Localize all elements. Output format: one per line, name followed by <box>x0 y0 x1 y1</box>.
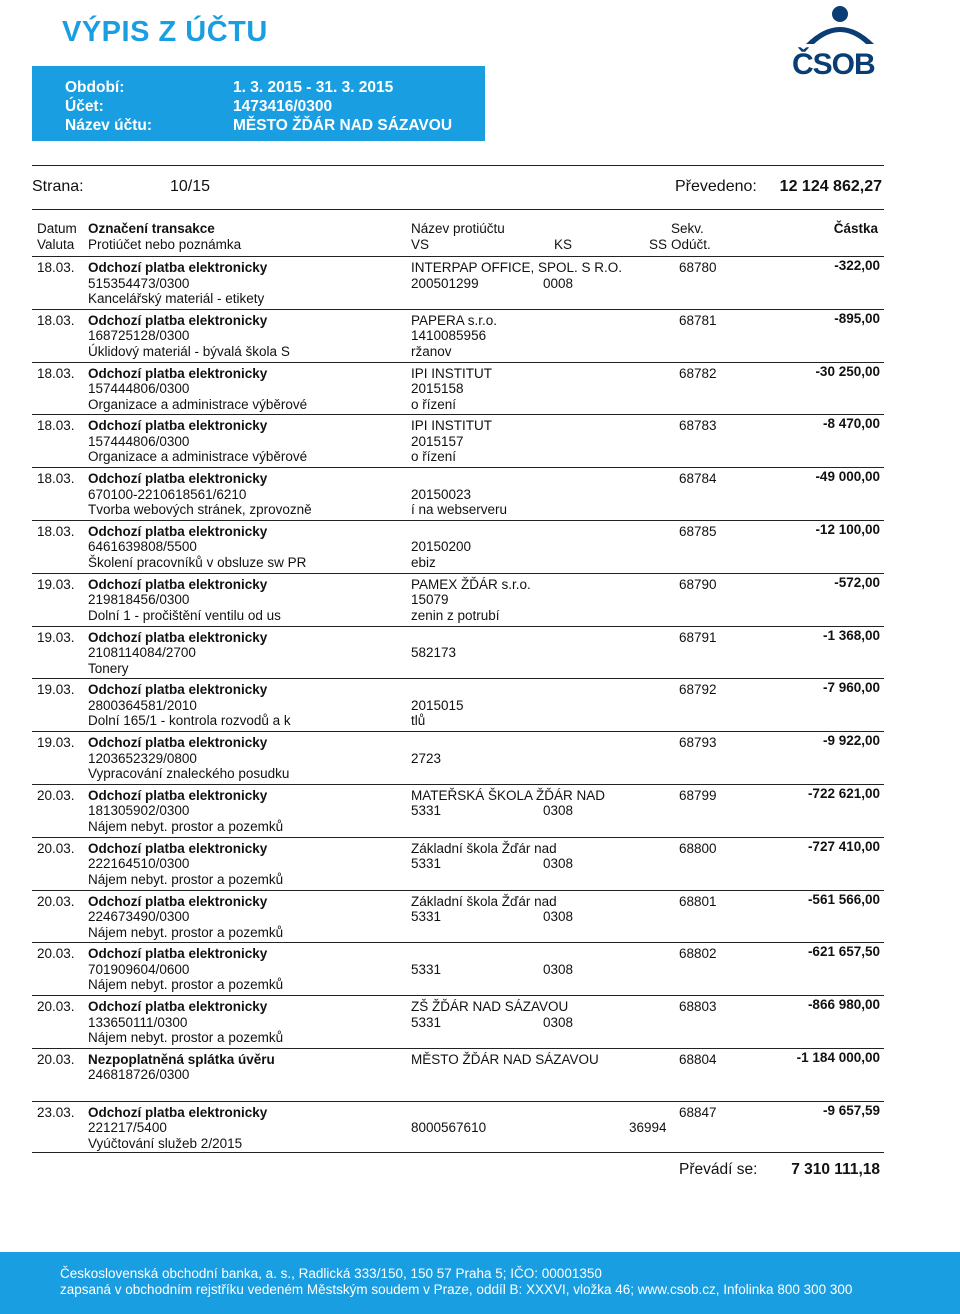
tx-note: Školení pracovníků v obsluze sw PR <box>88 554 307 570</box>
page-summary-bar <box>32 165 884 210</box>
tx-ks: 0308 <box>543 856 574 872</box>
table-row <box>32 731 884 784</box>
tx-type: Odchozí platba elektronicky <box>88 1104 268 1120</box>
tx-note: Nájem nebyt. prostor a pozemků <box>88 924 284 940</box>
tx-vs-continued: ržanov <box>411 343 452 359</box>
col-protiucet: Protiúčet nebo poznámka <box>88 237 242 252</box>
account-info-box <box>32 66 485 141</box>
tx-sequence: 68800 <box>679 840 717 856</box>
tx-counterparty-name: MATEŘSKÁ ŠKOLA ŽĎÁR NAD <box>411 787 606 803</box>
tx-amount: -7 960,00 <box>822 680 880 696</box>
tx-ss: 36994 <box>629 1120 667 1136</box>
table-row <box>32 362 884 415</box>
tx-account: 701909604/0600 <box>88 961 190 977</box>
col-nazev: Název protiúčtu <box>411 221 505 236</box>
tx-note: Dolní 1 - pročištění ventilu od us <box>88 607 281 623</box>
tx-vs-continued: zenin z potrubí <box>411 607 500 623</box>
tx-vs: 5331 <box>411 803 442 819</box>
col-vs: VS <box>411 237 430 252</box>
tx-vs: 2723 <box>411 750 442 766</box>
tx-amount: -30 250,00 <box>815 363 880 379</box>
tx-sequence: 68785 <box>679 523 717 539</box>
footer-line-2: zapsaná v obchodním rejstříku vedeném Městským soudem v Praze, oddíl B: XXXVI, vložka 46; www.csob.cz, Infolinka 800 300 300 <box>60 1282 853 1297</box>
table-row <box>32 942 884 995</box>
table-row <box>32 1048 884 1101</box>
tx-sequence: 68801 <box>679 893 717 909</box>
tx-sequence: 68792 <box>679 682 717 698</box>
tx-amount: -572,00 <box>834 574 880 590</box>
tx-sequence: 68783 <box>679 418 717 434</box>
carried-over-value: 12 124 862,27 <box>779 178 882 195</box>
tx-type: Odchozí platba elektronicky <box>88 260 268 275</box>
tx-note: Nájem nebyt. prostor a pozemků <box>88 818 284 834</box>
tx-amount: -1 368,00 <box>822 627 880 643</box>
tx-type: Odchozí platba elektronicky <box>88 787 268 803</box>
footer <box>0 1252 960 1314</box>
tx-account: 219818456/0300 <box>88 592 190 608</box>
tx-date: 18.03. <box>37 523 75 539</box>
tx-date: 20.03. <box>37 1051 75 1067</box>
tx-sequence: 68781 <box>679 312 717 328</box>
tx-type: Odchozí platba elektronicky <box>88 471 268 487</box>
carry-forward-value: 7 310 111,18 <box>791 1161 880 1178</box>
tx-sequence: 68791 <box>679 629 717 645</box>
info-row-account-name <box>65 117 485 136</box>
tx-vs: 5331 <box>411 961 442 977</box>
tx-vs-continued: í na webserveru <box>411 502 508 518</box>
tx-vs-continued: tlů <box>411 713 426 729</box>
tx-account: 168725128/0300 <box>88 328 190 344</box>
tx-amount: -727 410,00 <box>807 838 880 854</box>
tx-ks: 0308 <box>543 961 574 977</box>
tx-type: Odchozí platba elektronicky <box>88 365 268 381</box>
tx-note: Dolní 165/1 - kontrola rozvodů a k <box>88 713 291 729</box>
col-castka: Částka <box>833 221 878 236</box>
tx-counterparty-name: IPI INSTITUT <box>411 365 492 381</box>
tx-note: Nájem nebyt. prostor a pozemků <box>88 1030 284 1046</box>
tx-note: Kancelářský materiál - etikety <box>88 291 265 306</box>
footer-line-1: Československá obchodní banka, a. s., Radlická 333/150, 150 57 Praha 5; IČO: 00001350 <box>60 1266 602 1281</box>
table-row <box>32 256 884 309</box>
table-row <box>32 520 884 573</box>
col-datum: Datum <box>37 221 77 236</box>
table-row <box>32 414 884 467</box>
tx-account: 2800364581/2010 <box>88 697 197 713</box>
tx-date: 19.03. <box>37 735 75 751</box>
tx-vs: 5331 <box>411 909 442 925</box>
tx-account: 181305902/0300 <box>88 803 190 819</box>
tx-account: 222164510/0300 <box>88 856 190 872</box>
tx-counterparty-name: Základní škola Žďár nad <box>411 840 557 856</box>
tx-note: Úklidový materiál - bývalá škola S <box>88 343 290 359</box>
tx-type: Odchozí platba elektronicky <box>88 312 268 328</box>
tx-vs: 582173 <box>411 645 457 661</box>
tx-amount: -12 100,00 <box>815 521 880 537</box>
tx-date: 19.03. <box>37 576 75 592</box>
page-number: 10/15 <box>170 178 211 195</box>
tx-account: 6461639808/5500 <box>88 539 197 555</box>
tx-vs: 2015157 <box>411 433 464 449</box>
tx-account: 246818726/0300 <box>88 1067 190 1083</box>
csob-logo <box>792 4 888 81</box>
table-row <box>32 1101 884 1153</box>
tx-date: 20.03. <box>37 999 75 1015</box>
tx-sequence: 68782 <box>679 365 717 381</box>
tx-type: Odchozí platba elektronicky <box>88 893 268 909</box>
tx-date: 18.03. <box>37 260 75 275</box>
tx-note: Vypracování znaleckého posudku <box>88 766 290 782</box>
tx-sequence: 68790 <box>679 576 717 592</box>
info-value: 1473416/0300 <box>233 98 333 115</box>
tx-type: Odchozí platba elektronicky <box>88 735 268 751</box>
tx-type: Odchozí platba elektronicky <box>88 629 268 645</box>
tx-ks: 0308 <box>543 803 574 819</box>
tx-account: 221217/5400 <box>88 1120 167 1136</box>
tx-type: Odchozí platba elektronicky <box>88 840 268 856</box>
tx-counterparty-name: IPI INSTITUT <box>411 418 492 434</box>
table-row <box>32 309 884 362</box>
info-value: MĚSTO ŽĎÁR NAD SÁZAVOU <box>233 117 453 134</box>
col-ss: SS <box>649 237 668 252</box>
tx-sequence: 68804 <box>679 1051 717 1067</box>
page-label: Strana: <box>32 178 84 195</box>
page-title: VÝPIS Z ÚČTU <box>62 16 268 48</box>
tx-account: 670100-2210618561/6210 <box>88 486 247 502</box>
tx-vs: 2015158 <box>411 381 464 397</box>
transaction-list <box>32 256 884 1153</box>
tx-note: Organizace a administrace výběrové <box>88 449 308 465</box>
tx-counterparty-name: Základní škola Žďár nad <box>411 893 557 909</box>
table-row <box>32 626 884 679</box>
info-row-period <box>65 79 485 98</box>
tx-note: Nájem nebyt. prostor a pozemků <box>88 977 284 993</box>
table-row <box>32 678 884 731</box>
tx-account: 133650111/0300 <box>88 1014 188 1030</box>
col-oducet: Odúčt. <box>671 237 711 252</box>
tx-date: 19.03. <box>37 682 75 698</box>
tx-date: 20.03. <box>37 840 75 856</box>
table-row <box>32 837 884 890</box>
tx-note: Tvorba webových stránek, zprovozně <box>88 502 312 518</box>
tx-vs: 20150200 <box>411 539 472 555</box>
table-row <box>32 784 884 837</box>
info-row-account <box>65 98 485 117</box>
wave-icon <box>792 4 888 50</box>
logo-text: ČSOB <box>792 48 875 81</box>
column-headers <box>32 220 884 256</box>
tx-counterparty-name: ZŠ ŽĎÁR NAD SÁZAVOU <box>411 999 569 1015</box>
table-row <box>32 995 884 1048</box>
tx-vs: 5331 <box>411 856 442 872</box>
tx-type: Odchozí platba elektronicky <box>88 682 268 698</box>
tx-note: Vyúčtování služeb 2/2015 <box>88 1135 243 1151</box>
tx-amount: -8 470,00 <box>822 416 880 432</box>
tx-sequence: 68784 <box>679 471 717 487</box>
tx-counterparty-name: PAMEX ŽĎÁR s.r.o. <box>411 576 531 592</box>
tx-type: Odchozí platba elektronicky <box>88 999 268 1015</box>
tx-note: Tonery <box>88 660 129 676</box>
tx-vs: 5331 <box>411 1014 442 1030</box>
tx-account: 157444806/0300 <box>88 433 190 449</box>
tx-ks: 0308 <box>543 909 574 925</box>
tx-sequence: 68799 <box>679 787 717 803</box>
tx-note: Organizace a administrace výběrové <box>88 396 308 412</box>
tx-ks: 0308 <box>543 1014 574 1030</box>
tx-date: 20.03. <box>37 893 75 909</box>
tx-type: Odchozí platba elektronicky <box>88 418 268 434</box>
tx-date: 18.03. <box>37 365 75 381</box>
tx-date: 18.03. <box>37 418 75 434</box>
tx-amount: -322,00 <box>834 258 880 273</box>
tx-account: 1203652329/0800 <box>88 750 197 766</box>
carry-forward-label: Převádí se: <box>679 1161 758 1178</box>
tx-sequence: 68780 <box>679 260 717 275</box>
tx-ks: 0008 <box>543 275 574 291</box>
tx-sequence: 68802 <box>679 946 717 962</box>
col-valuta: Valuta <box>37 237 75 252</box>
tx-note: Nájem nebyt. prostor a pozemků <box>88 871 284 887</box>
tx-amount: -9 922,00 <box>822 733 880 749</box>
tx-account: 515354473/0300 <box>88 275 190 291</box>
tx-sequence: 68847 <box>679 1104 717 1120</box>
tx-date: 18.03. <box>37 312 75 328</box>
tx-date: 20.03. <box>37 946 75 962</box>
tx-type: Odchozí platba elektronicky <box>88 946 268 962</box>
tx-counterparty-name: INTERPAP OFFICE, SPOL. S R.O. <box>411 260 623 275</box>
tx-account: 157444806/0300 <box>88 381 190 397</box>
tx-vs: 20150023 <box>411 486 472 502</box>
info-label: Název účtu: <box>65 117 152 134</box>
tx-counterparty-name: MĚSTO ŽĎÁR NAD SÁZAVOU <box>411 1051 599 1067</box>
tx-vs: 15079 <box>411 592 449 608</box>
tx-amount: -621 657,50 <box>807 944 880 960</box>
table-row <box>32 467 884 520</box>
tx-amount: -9 657,59 <box>822 1102 880 1118</box>
tx-type: Odchozí platba elektronicky <box>88 576 268 592</box>
tx-type: Nezpoplatněná splátka úvěru <box>88 1051 275 1067</box>
tx-type: Odchozí platba elektronicky <box>88 523 268 539</box>
tx-vs: 1410085956 <box>411 328 487 344</box>
tx-amount: -722 621,00 <box>807 785 880 801</box>
tx-amount: -866 980,00 <box>807 997 880 1013</box>
tx-vs-continued: ebiz <box>411 554 436 570</box>
tx-amount: -895,00 <box>834 310 880 326</box>
tx-amount: -561 566,00 <box>807 891 880 907</box>
tx-amount: -49 000,00 <box>815 469 880 485</box>
tx-date: 19.03. <box>37 629 75 645</box>
tx-account: 2108114084/2700 <box>88 645 196 661</box>
tx-sequence: 68803 <box>679 999 717 1015</box>
tx-date: 18.03. <box>37 471 75 487</box>
table-row <box>32 890 884 943</box>
col-sekv: Sekv. <box>671 221 704 236</box>
carried-over-label: Převedeno: <box>675 178 757 195</box>
tx-amount: -1 184 000,00 <box>796 1049 880 1065</box>
tx-date: 20.03. <box>37 787 75 803</box>
info-label: Účet: <box>65 98 104 115</box>
info-value: 1. 3. 2015 - 31. 3. 2015 <box>233 79 394 96</box>
tx-vs: 8000567610 <box>411 1120 487 1136</box>
tx-vs-continued: o řízení <box>411 449 457 465</box>
info-label: Období: <box>65 79 125 96</box>
tx-counterparty-name: PAPERA s.r.o. <box>411 312 498 328</box>
tx-account: 224673490/0300 <box>88 909 190 925</box>
tx-vs-continued: o řízení <box>411 396 457 412</box>
col-oznaceni: Označení transakce <box>88 221 215 236</box>
tx-sequence: 68793 <box>679 735 717 751</box>
tx-date: 23.03. <box>37 1104 75 1120</box>
table-row <box>32 573 884 626</box>
tx-vs: 2015015 <box>411 697 464 713</box>
col-ks: KS <box>554 237 573 252</box>
tx-vs: 200501299 <box>411 275 479 291</box>
